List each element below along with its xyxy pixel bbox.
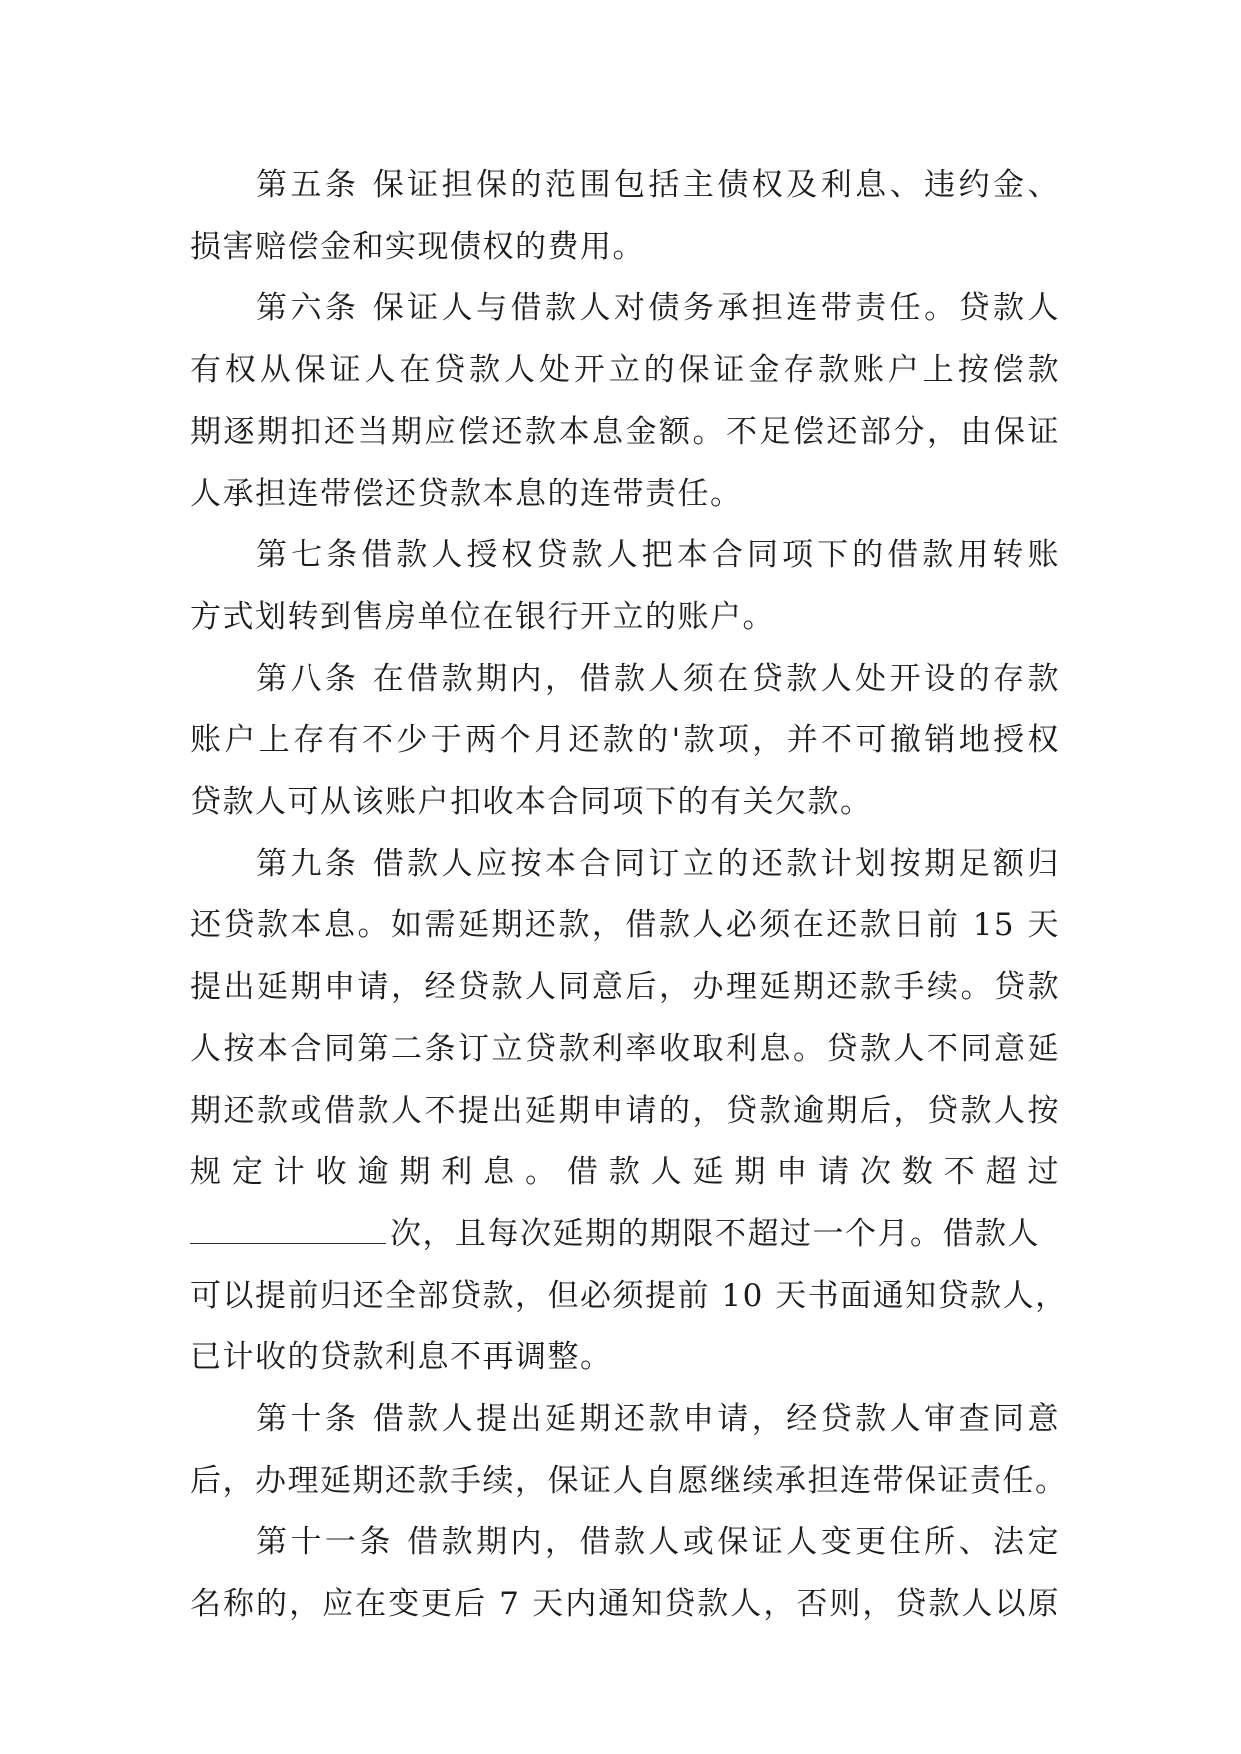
article-7: [190, 525, 1060, 648]
text-line: 后，办理延期还款手续，保证人自愿继续承担连带保证责任。: [190, 1462, 1068, 1499]
text-line: 第五条 保证担保的范围包括主债权及利息、违约金、: [256, 167, 1060, 203]
text-line: 损害赔偿金和实现债权的费用。: [190, 228, 645, 265]
article-9: [190, 834, 1068, 1389]
text-line: 有权从保证人在贷款人处开立的保证金存款账户上按偿款: [190, 352, 1060, 389]
text-line: 人承担连带偿还贷款本息的连带责任。: [190, 475, 743, 512]
text-line: 期还款或借款人不提出延期申请的，贷款逾期后，贷款人按: [190, 1092, 1060, 1129]
text-line: 第十一条 借款期内，借款人或保证人变更住所、法定: [256, 1524, 1060, 1561]
text-line: 人按本合同第二条订立贷款利率收取利息。贷款人不同意延: [190, 1030, 1060, 1067]
text-line-with-blank: [190, 1204, 1060, 1266]
text-fragment: 次，且每次延期的期限不超过一个月。借款人: [390, 1215, 1040, 1252]
text-line: 规定计收逾期利息。借款人延期申请次数不超过: [190, 1154, 1060, 1191]
text-line: 还贷款本息。如需延期还款，借款人必须在还款日前 15 天: [190, 907, 1060, 944]
text-line: 第九条 借款人应按本合同订立的还款计划按期足额归: [256, 845, 1060, 882]
text-line: 贷款人可从该账户扣收本合同项下的有关欠款。: [190, 784, 873, 821]
text-line: 可以提前归还全部贷款，但必须提前 10 天书面通知贷款人，: [190, 1277, 1068, 1314]
article-10: [190, 1389, 1068, 1512]
text-line: 第七条借款人授权贷款人把本合同项下的借款用转账: [256, 537, 1060, 574]
article-8: [190, 649, 1060, 834]
text-line: 提出延期申请，经贷款人同意后，办理延期还款手续。贷款: [190, 969, 1060, 1006]
text-line: 第六条 保证人与借款人对债务承担连带责任。贷款人: [256, 290, 1060, 327]
document-body: [190, 155, 1068, 1636]
text-line: 已计收的贷款利息不再调整。: [190, 1339, 613, 1376]
text-line: 期逐期扣还当期应偿还款本息金额。不足偿还部分，由保证: [190, 413, 1060, 450]
text-line: 账户上存有不少于两个月还款的'款项，并不可撤销地授权: [190, 722, 1060, 759]
text-line: 第八条 在借款期内，借款人须在贷款人处开设的存款: [256, 660, 1060, 697]
text-line: 方式划转到售房单位在银行开立的账户。: [190, 598, 775, 635]
text-line: 第十条 借款人提出延期还款申请，经贷款人审查同意: [256, 1401, 1060, 1438]
article-5: [190, 155, 1060, 278]
article-6: [190, 278, 1060, 525]
text-line: 名称的，应在变更后 7 天内通知贷款人，否则，贷款人以原: [190, 1586, 1060, 1623]
fill-in-blank: [190, 1215, 386, 1244]
article-11: [190, 1512, 1060, 1635]
